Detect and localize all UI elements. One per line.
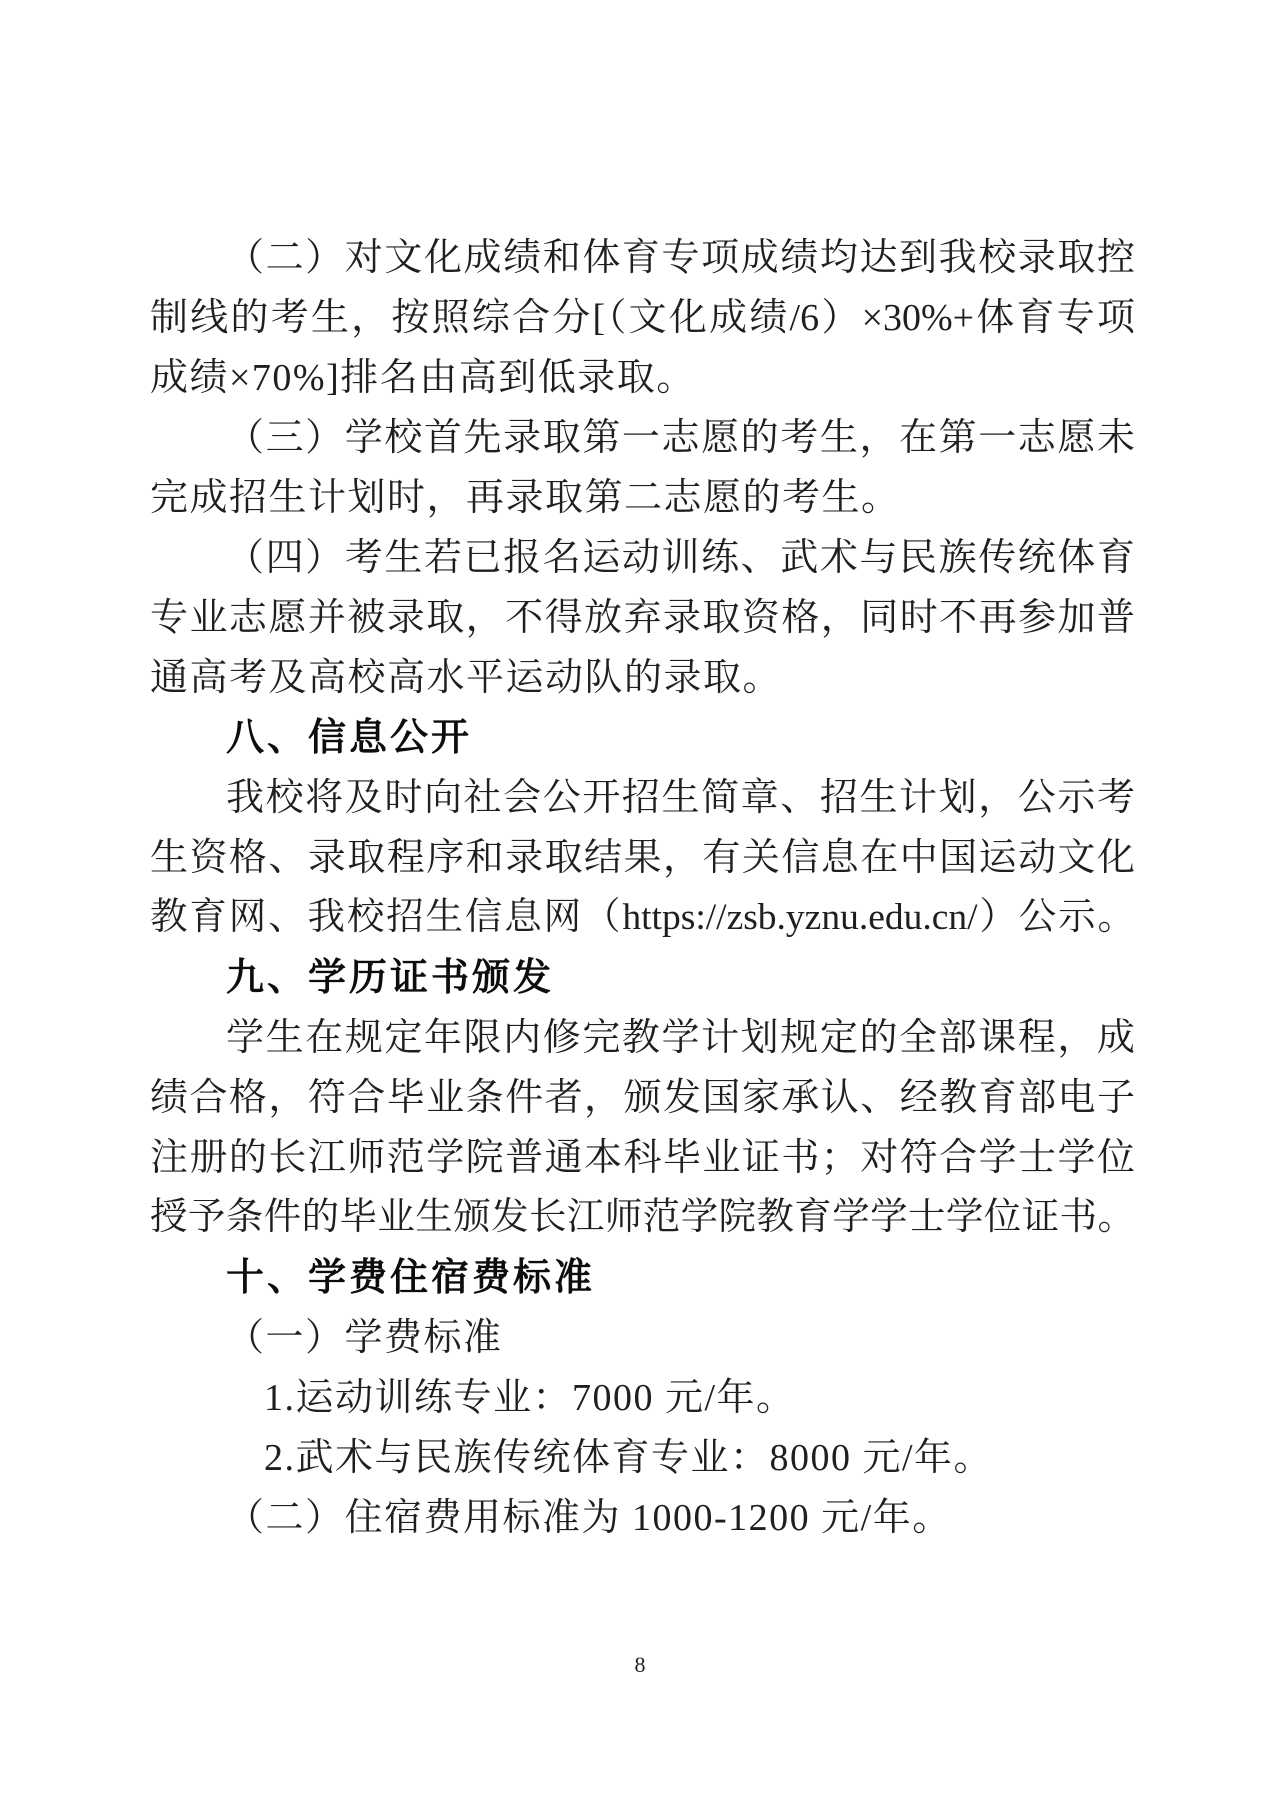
paragraph-line: 通高考及高校高水平运动队的录取。 (150, 657, 783, 699)
paragraph-line: （四）考生若已报名运动训练、武术与民族传统体育 (226, 537, 1135, 579)
paragraph-line: 2.武术与民族传统体育专业：8000 元/年。 (264, 1437, 994, 1479)
paragraph-line: 授予条件的毕业生颁发长江师范学院教育学学士学位证书。 (150, 1197, 1135, 1238)
paragraph-line: 注册的长江师范学院普通本科毕业证书；对符合学士学位 (150, 1137, 1135, 1179)
paragraph-line: （三）学校首先录取第一志愿的考生，在第一志愿未 (226, 417, 1135, 459)
paragraph-line: （一）学费标准 (226, 1317, 503, 1359)
section-heading: 九、学历证书颁发 (226, 957, 555, 999)
section-heading: 十、学费住宿费标准 (226, 1257, 596, 1299)
section-heading: 八、信息公开 (226, 717, 473, 759)
document-content (150, 228, 1135, 1548)
paragraph-line: 教育网、我校招生信息网（https://zsb.yznu.edu.cn/）公示。 (150, 897, 1135, 938)
paragraph-line: 绩合格，符合毕业条件者，颁发国家承认、经教育部电子 (150, 1077, 1135, 1119)
paragraph-line: 生资格、录取程序和录取结果，有关信息在中国运动文化 (150, 837, 1135, 879)
paragraph-line: 成绩×70%]排名由高到低录取。 (150, 357, 696, 399)
paragraph-line: 专业志愿并被录取，不得放弃录取资格，同时不再参加普 (150, 597, 1135, 639)
paragraph-line: 完成招生计划时，再录取第二志愿的考生。 (150, 477, 901, 519)
paragraph-line: （二）对文化成绩和体育专项成绩均达到我校录取控 (226, 237, 1135, 279)
paragraph-line: 1.运动训练专业：7000 元/年。 (264, 1377, 796, 1419)
paragraph-line: 制线的考生，按照综合分[（文化成绩/6）×30%+体育专项 (150, 297, 1135, 339)
paragraph-line: （二）住宿费用标准为 1000-1200 元/年。 (226, 1497, 952, 1539)
page-number: 8 (634, 1652, 646, 1677)
page-footer (0, 1650, 1280, 1680)
paragraph-line: 学生在规定年限内修完教学计划规定的全部课程，成 (226, 1017, 1135, 1059)
paragraph-line: 我校将及时向社会公开招生简章、招生计划，公示考 (226, 777, 1135, 819)
